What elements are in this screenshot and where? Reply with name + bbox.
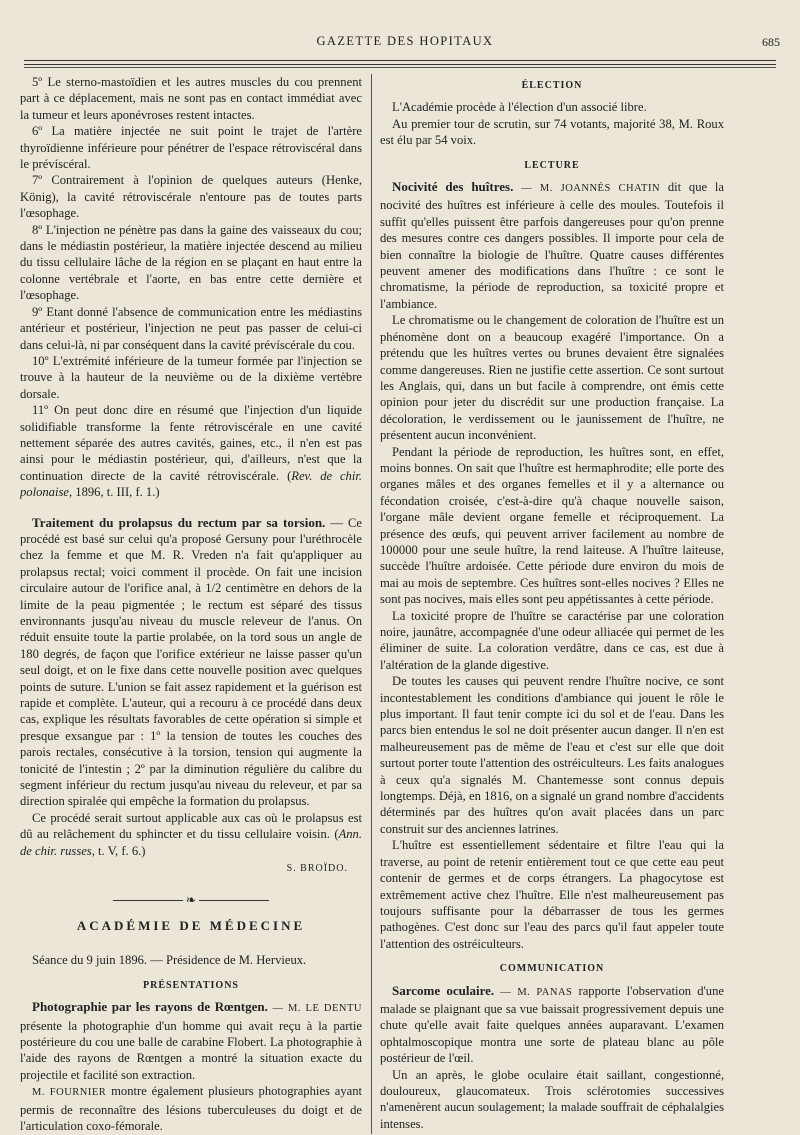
paragraph-text: , 1896, t. III, f. 1.): [68, 485, 160, 500]
author-name: — M. JOANNÈS CHATIN: [513, 183, 661, 195]
journal-title: GAZETTE DES HOPITAUX: [316, 34, 494, 48]
paragraph-text: montre également plusieurs photographies ayant permis de reconnaître des lésions tuberculeuses du doigt et de l'articulation coxo-fémorale.: [20, 1084, 363, 1133]
article-title: Sarcome oculaire.: [392, 982, 495, 998]
journal-reference: Ann. de chir. russes: [20, 827, 362, 858]
paragraph: L'Académie procède à l'élection d'un associé libre.: [392, 100, 647, 115]
paragraph: De toutes les causes qui peuvent rendre l'huître nocive, ce sont incontestablement les conditions d'ambiance qui jouent le rôle le plus important. Il faut tenir compte ici du sol et de l'eau. Dans les parcs bien entendus le sol ne doit présenter aucun danger. Il n'en est malheureusement pas de même de l'eau et c'est sur elle que doit surtout porter toute l'attention des ostréiculteurs. Les faits analogues à ceux qu'a signalés M. Chantemesse sont connus depuis longtemps. Déjà, en 1816, on a signalé un grand nombre d'accidents déterminés par des huîtres qu'on avait placées dans un parc construit sur des anciennes latrines.: [380, 674, 724, 836]
article-huitres: [380, 179, 724, 312]
paragraph-text: rapporte l'observation d'une malade se plaignant que sa vue baissait progressivement depuis une chute qu'elle avait faite quelques années auparavant. L'examen ophtalmoscopique montra une sorte de plateau blanc au pôle postérieur de l'œil.: [380, 983, 724, 1066]
journal-reference: Rev. de chir. polonaise: [20, 468, 362, 500]
column-divider: [371, 74, 372, 1134]
page-number: 685: [762, 35, 780, 49]
paragraph-text: présente la photographie d'un homme qui avait reçu à la partie postérieure du cou une balle de carabine Flobert. La photographie à l'aide des rayons de Rœntgen a montré la situation exacte du projectile et facilité son extraction.: [20, 1018, 362, 1082]
header-rule: [24, 64, 776, 65]
paragraph: 6º La matière injectée ne suit point le trajet de l'artère thyroïdienne inférieure pour pénétrer de l'espace rétroviscéral dans le prévíscéral.: [20, 124, 362, 172]
author-signature: S. BROÏDO.: [286, 863, 348, 875]
right-column: [380, 74, 724, 1131]
paragraph: Au premier tour de scrutin, sur 74 votants, majorité 38, M. Roux est élu par 54 voix.: [380, 116, 724, 148]
sitting-line: Séance du 9 juin 1896. — Présidence de M. Hervieux.: [32, 953, 307, 968]
paragraph: [20, 810, 362, 859]
left-column: [20, 74, 363, 1133]
article-sarcome: [380, 983, 724, 1067]
article-title: Traitement du prolapsus du rectum par sa torsion.: [32, 514, 326, 530]
header-rule: [24, 67, 776, 68]
paragraph: 7º Contrairement à l'opinion de quelques auteurs (Henke, König), la cavité rétroviscérale n'entoure pas de toutes parts l'œsophage.: [20, 173, 362, 221]
paragraph: La toxicité propre de l'huître se caractérise par une coloration noire, jaunâtre, accompagnée d'une odeur alliacée qui permet de les éliminer de suite. La coloration verdâtre, dans ce cas, est due à l'altération de la glande digestive.: [380, 608, 724, 672]
section-ornament: ❧: [20, 892, 362, 908]
paragraph: Un an après, le globe oculaire était saillant, congestionné, douloureux, glaucomateux. Trois sclérotomies successives n'amenèrent aucun soulagement; la malade souffrait de céphalalgies intenses.: [380, 1067, 724, 1131]
subsection-heading: PRÉSENTATIONS: [143, 979, 239, 991]
paragraph-text: dit que la nocivité des huîtres est inférieure à celle des moules. Toutefois il suffit qu'elles puissent être parfois dangereuses pour qu'on prenne des mesures contre ces dangers possibles. Il importe pour cela de bien connaître la biologie de l'huître. Quatre causes différentes peuvent amener des modifications dans l'huître : ce sont le chromatisme, la période de reproduction, sa toxicité propre et l'ambiance.: [380, 180, 724, 311]
paragraph-text: — Ce procédé est basé sur celui qu'a proposé Gersuny pour l'uréthrocèle chez la femme et que M. R. Vreden n'a fait qu'appliquer au prolapsus rectal; voici comment il procède. On fait une incision circulaire autour de l'orifice anal, à 1/2 centimètre en dehors de la limite de la peau pigmentée ; le rectum est séparé des tissus environnants jusqu'au niveau du muscle releveur de l'anus. On réduit ensuite toute la partie prolabée, on la tord sous un angle de 180 degrés, de façon que l'orifice extérieur ne laisse passer qu'un seul doigt, et on le fixe dans cette nouvelle position avec quelques points de suture. L'union se fait assez rapidement et la guérison est rapide et complète. L'auteur, qui a recouru à ce procédé dans deux cas, explique les résultats favorables de cette opération si simple et presque exsangue par : 1º la tension de toutes les couches des parois rectales, consécutive à la torsion, tension qui augmente la tonicité de l'intestin ; 2º par la diminution régulière du calibre du segment inférieur du rectum jusqu'au niveau du releveur, et par sa direction spiralée qui empêche la formation du prolapsus.: [20, 515, 362, 809]
paragraph-text: Ce procédé serait surtout applicable aux cas où le prolapsus est dû au relâchement du sphincter et du tissu cellulaire voisin. (: [20, 810, 362, 842]
author-name: — M. PANAS: [494, 986, 573, 998]
paragraph: [20, 402, 362, 500]
author-name: M. FOURNIER: [32, 1087, 107, 1099]
paragraph: 10º L'extrémité inférieure de la tumeur formée par l'injection se trouve à la hauteur de la neuvième ou de la dixième vertèbre dorsale.: [20, 353, 362, 401]
paragraph: Le chromatisme ou le changement de coloration de l'huître est un phénomène dont on a beaucoup exagéré l'importance. On a prétendu que les huîtres vertes ou brunes devaient être signalées comme dangereuses. Rien ne justifie cette assertion. Ce sont surtout les Anglais, qui, dans un but facile à comprendre, ont émis cette opinion pour jeter du discrédit sur une production française. La décoloration, le verdissement ou le jaunissement de l'huître, ne présentent aucun inconvénient.: [380, 313, 724, 443]
subsection-heading: LECTURE: [524, 159, 580, 171]
running-header: [30, 34, 780, 54]
paragraph: Pendant la période de reproduction, les huîtres sont, en effet, moins bonnes. On sait que l'huître est hermaphrodite; elle porte des organes mâles et des organes femelles et il y a alternance ou fécondation croisée, c'est-à-dire qu'à chaque nouvelle saison, l'organe mâle devient organe femelle et réciproquement. La présence des œufs, qui peuvent arriver facilement au nombre de 100000 pour une seule huître, la rend laiteuse. A l'huître laiteuse, succède l'huître ardoisée. Cette période dure environ du mois de mai au mois de septembre. Ces huîtres sont-elles nocives ? Elles ne sont pas nocives, mais elles sont peu appétissantes à cette période.: [380, 444, 724, 607]
article-title: Nocivité des huîtres.: [392, 179, 514, 195]
article-title: Photographie par les rayons de Rœntgen.: [32, 999, 268, 1015]
section-title: ACADÉMIE DE MÉDECINE: [76, 917, 306, 933]
paragraph: 8º L'injection ne pénètre pas dans la gaine des vaisseaux du cou; dans le médiastin postérieur, la matière injectée descend au milieu du tissu cellulaire lâche de la région en se plaçant en haut entre la colonne vertébrale et l'aorte, en bas entre cette dernière et l'œsophage.: [20, 222, 362, 303]
paragraph-text: 11º On peut donc dire en résumé que l'injection d'un liquide solidifiable transforme la fente rétroviscérale en une cavité nettement séparée des autres cavités, gaines, etc., il n'en est pas ainsi pour le médiastin postérieur, qui, d'ailleurs, n'est que la continuation directe de la cavité rétroviscérale. (: [20, 403, 362, 483]
paragraph: [20, 1083, 362, 1134]
author-name: — M. LE DENTU: [267, 1003, 362, 1015]
paragraph: L'huître est essentiellement sédentaire et filtre l'eau qui la traverse, au point de retenir entièrement tout ce que cette eau peut contenir de germes et de corps étrangers. La phagocytose est extrêmement active chez l'huître. Elle n'est malheureusement pas toujours suffisante pour la débarrasser de tous les germes pathogènes. C'est donc sur l'eau des parcs qu'il faut appeler toute l'attention des ostréiculteurs.: [380, 838, 724, 951]
paragraph: 9º Etant donné l'absence de communication entre les médiastins antérieur et postérieur, l'injection ne peut pas passer de celui-ci dans celui-là, ni par conséquent dans la cavité prévíscérale du cou.: [20, 304, 362, 352]
article-prolapsus: [20, 515, 362, 810]
subsection-heading: COMMUNICATION: [499, 963, 605, 975]
header-rule: [24, 60, 776, 61]
article-photographie: [20, 999, 362, 1083]
paragraph: 5º Le sterno-mastoïdien et les autres muscles du cou prennent part à ce déplacement, mais ne sont pas en contact immédiat avec la tumeur et leurs aponévroses restent intactes.: [20, 75, 362, 122]
subsection-heading: ÉLECTION: [521, 80, 583, 91]
paragraph-text: , t. V, f. 6.): [91, 843, 146, 858]
